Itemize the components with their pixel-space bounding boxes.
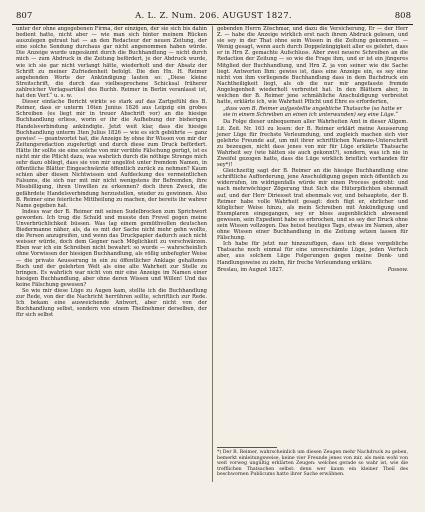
running-title: A. L. Z. Num. 206. AUGUST 1827.	[135, 11, 292, 21]
signature-place: Breslau, im August 1827.	[217, 266, 284, 273]
footnote-text: *) Der B. Reimer, wahrscheinlich um diesen Zeugen mehr Nachdruck zu geben, bemerkt einleitungsweise, keine vier Freunde jenes von mir, als mein wohl von weit vorweg ungültig erklärten Zeugen: welches gerade so wahr ist, wie die trefflichen Thatsachen selbst: denn wer kaum ein kleiner Theil des beschwornen Publicums hatte ihrer Sache erwähnen.	[217, 450, 408, 478]
paragraph: Gleichzeitig sagt der B. Reimer an die hiesige Buchhandlung eine schriftliche Aufforderung, jene Anschuldigung gegen mich öffentlich zu widerrufen, im widrigenfalls würde mir einen Process gedroht: und nach mehrwöchiger Zögerung thut Sich die Hüterpflichten ebenmalt auf, und der Herr Diriesset trat ebenmals vor, und behauptete, der B. Reimer habe volle Wahrheit gesagt: doch fügt er, ehrlicher und klüglicher Weise hinzu, als mein Schreiben mit Ankündigung und Exemplaren eingegangen, sey er bloss augenblicklich abwesend gewesen, sein Expedient habe es erbrochen, und so sey der Druck ohne sein Wissen vollzogen. Das heisst heutiges Tags, etwas im Namen, aber ohne Wissen einer Buchhandlung in die Zeitung setzen lassen für Fälschung.	[217, 168, 408, 242]
paragraph: unter der ohne angegebenen Firma, der einzigen, der sie sich bis dahin bedient hatte, nicht aber — wie man sich hinter meinem Rücken auszulegen getraut hat — an den Redacteur der neuen Zeitung, der eine solche Sendung durchaus gar nicht angenommen haben würde. Die Anzeige wurde ungesäumt durch die Buchhandlung — nicht durch mich — zum Abdruck in die Zeitung befördert, je der Abdruck wurde, wie ich sie gar nicht verlangt hätte, wiederholt und der Absatz der Schrift zu meiner Zufriedenheit befolgt. Die den Hn. H. Reimer angehenden Worte der Ankündigung lauten so: „Diese kleine Streitschrift, die durch das vielbesprochene Schicksal früherer zahlreicher Verlagsartikel des Buchh. Reimer in Berlin veranlasst ist, hat den Verf.“ u. s. w.	[16, 26, 207, 100]
paragraph: Da Folge dieser unbequemen aller Wahrheiten Amt in dieser Allgem. Lit. Zeit. Nr. 163 zu lesen: der B. Reimer erklärt meine Aeusserung jener Lüge für frechste Verleumdung, und zugleich machen sich vier gelehrte Freunde auf, um mit ihrer schriftlichen Namens-Unterschrift zu bezeugen, nicht dass jenes von mir für Lüge erklärte Thatsache Wahrheit sey (wie hätten sie auch gekonnt?), sondern, was ich nie in Zweifel gezogen hatte, dass die Lüge wirklich brieflich vorhanden für sey*)!	[217, 119, 408, 169]
paragraph: Dieser einfache Bericht wirkte so stark auf das Zartgefühl des B. Reimer, dass er unterm 16ten Junius 1826 aus Leipzig ein grobes Schreiben (es liegt mir in treuer Abschrift vor) an die hiesige Buchhandlung erliess, worin er ihr die Aufhebung der bisherigen Handelsverbindung ankündigte. Jetzt weit klar, dass die hiesige Buchhandlung unterm 3ten Julius 1826 — wie es sich gebührte — ganz gewiss! — geantwortet hat, die Anzeige by ohne ihr Wissen von mir der Zeitungsredaction zugefertigt und durch diese zum Druck befördert. Hätte ihr sollte sie eine solche von mir verübte Fälschung gerügt, ist es nicht mir die Pflicht dazu, was wahrlich durch die nöthige Strenge mich sehr dazu obliegt, dass sie von mir ungelöst unter fremdem Namen, in öffentliche Blätter Eingeschwärzte öffentlich zurück zu nehmen? Kaum schien aber diesen Nichtwissen und Aufdeckung des vermeintlichen Falsums, die sich nur mit mir nicht wenigstens ihr Befremden, ihre Missbilligung, ihren Unwillen zu erkennen? doch ihren Zweck, die gefährdete Handelsverbindung herzustellen, wieder zu gewinnen. Also B. Reimer eine feierliche Mittheilung zu machen, der bereits ihr wahrer Name gegeben hat.	[16, 99, 207, 209]
block-quote: „dass vom B. Reimer aufgestellte angebliche Thatsache (so hatte er sie in einem Schreiben an einen ich unterwunden) sey eine Lüge.“	[223, 106, 402, 119]
column-divider	[212, 26, 213, 482]
left-column	[16, 26, 207, 319]
paragraph: So wie mir diese Lüge zu Augen kam, stellte ich die Buchhandlung zur Rede, von der die Nachricht herrühren sollte, schriftlich zur Rede. Ich bekam eine ausweichende Antwort, aber nicht von der Buchhandlung selbst, sondern von einem Theilnehmer derselben, der für sich selbst	[16, 288, 207, 319]
page-number-left: 807	[16, 11, 33, 21]
paragraph: Indess war der B. Reimer mit seinen Sudelbrocken zum Sprichwort geworden. Ich trug die Schuld und musste den Frevel gegen meine Unverbrüchlichkeit büssen. Was lag einem gemüthvollen deutschen Biedermanne näher, als, da es mit der Sache nicht mehr gehn wollte, die Person anzugreifen, und wenn das Druckpapier dadurch auch nicht weisser würde, doch dem Gegner nach Möglichkeit zu verschwärzen. Eben war ich ein Schreiben nicht bewahrt: so wurde — wahrscheinlich ohne Vorwissen der hiesigen Buchhandlung, als völlig unbefugter Weise — die private Aeusserung in ein zu öffentlicher Anklage gehaltenes Buch und der gelehrten Welt als eine alte Wahrheit zur Stelle zu bringen. Es wahrlich war nicht von mir eine Anzeige im Namen einer hiesigen Buchhandlung, aber ohne deren Wissen und Willen! Und das keine Fälschung gewesen?	[16, 208, 207, 288]
page-number-right: 808	[394, 11, 411, 21]
page-header	[16, 10, 411, 22]
header-rule	[12, 24, 413, 25]
signature-name: Passow.	[387, 266, 408, 273]
signature-line	[217, 267, 408, 273]
footnote	[217, 450, 408, 478]
right-column	[217, 26, 408, 273]
footnote-rule	[217, 447, 277, 448]
paragraph: gebenden Herrn Zöschmar, und dazu die Versicherung, Er — der Herr Z. — habe die Anzeige wirklich erst nach ihrem Abdruck gelesen, und sie sey in der That ohne sein Wissen in die Zeitung gekommen. — Wenig gesagt, wenn auch durch Doppelzüngigkeit aller es gelehrt, dass er in Hrn Z. gemachte Aufschluss. Aber zwei neuere Schreiben an die Redaction der Zeitung — so wie die Frage ihm, und er ist ein jüngeres Mitglied der Buchhandlung, und Hrn Z. ja von seiner wie die Sache liegt. Antworten Ihm: gewiss ist, dass eine Anzeige ein, es sey eine nicht von ihm vorliegende Buchhandlung dass in dem Buchdruck ein Nachtheiligkeit liegt, als ob die nur mir angefasste fremde Angelegenheit wiederholt verbreitet hat. In den Blättern aber, in welchen der B. Reimer jene schmähliche Anschuldigung verbreitet hatte, erklärte ich, wie Wahrheit Pflicht und Ehre es erforderten,	[217, 26, 408, 106]
paragraph: Ich habe für jetzt nur hinzuzufügen, dass ich diese vorgebliche Thatsache noch einmal für eine unverschämte Lüge, jeden Verfuch aber, aus solchem Lüge Folgerungen gegen meine Denk- und Handlungsweise zu ziehn, für freche Verleumdung erkläre.	[217, 241, 408, 266]
